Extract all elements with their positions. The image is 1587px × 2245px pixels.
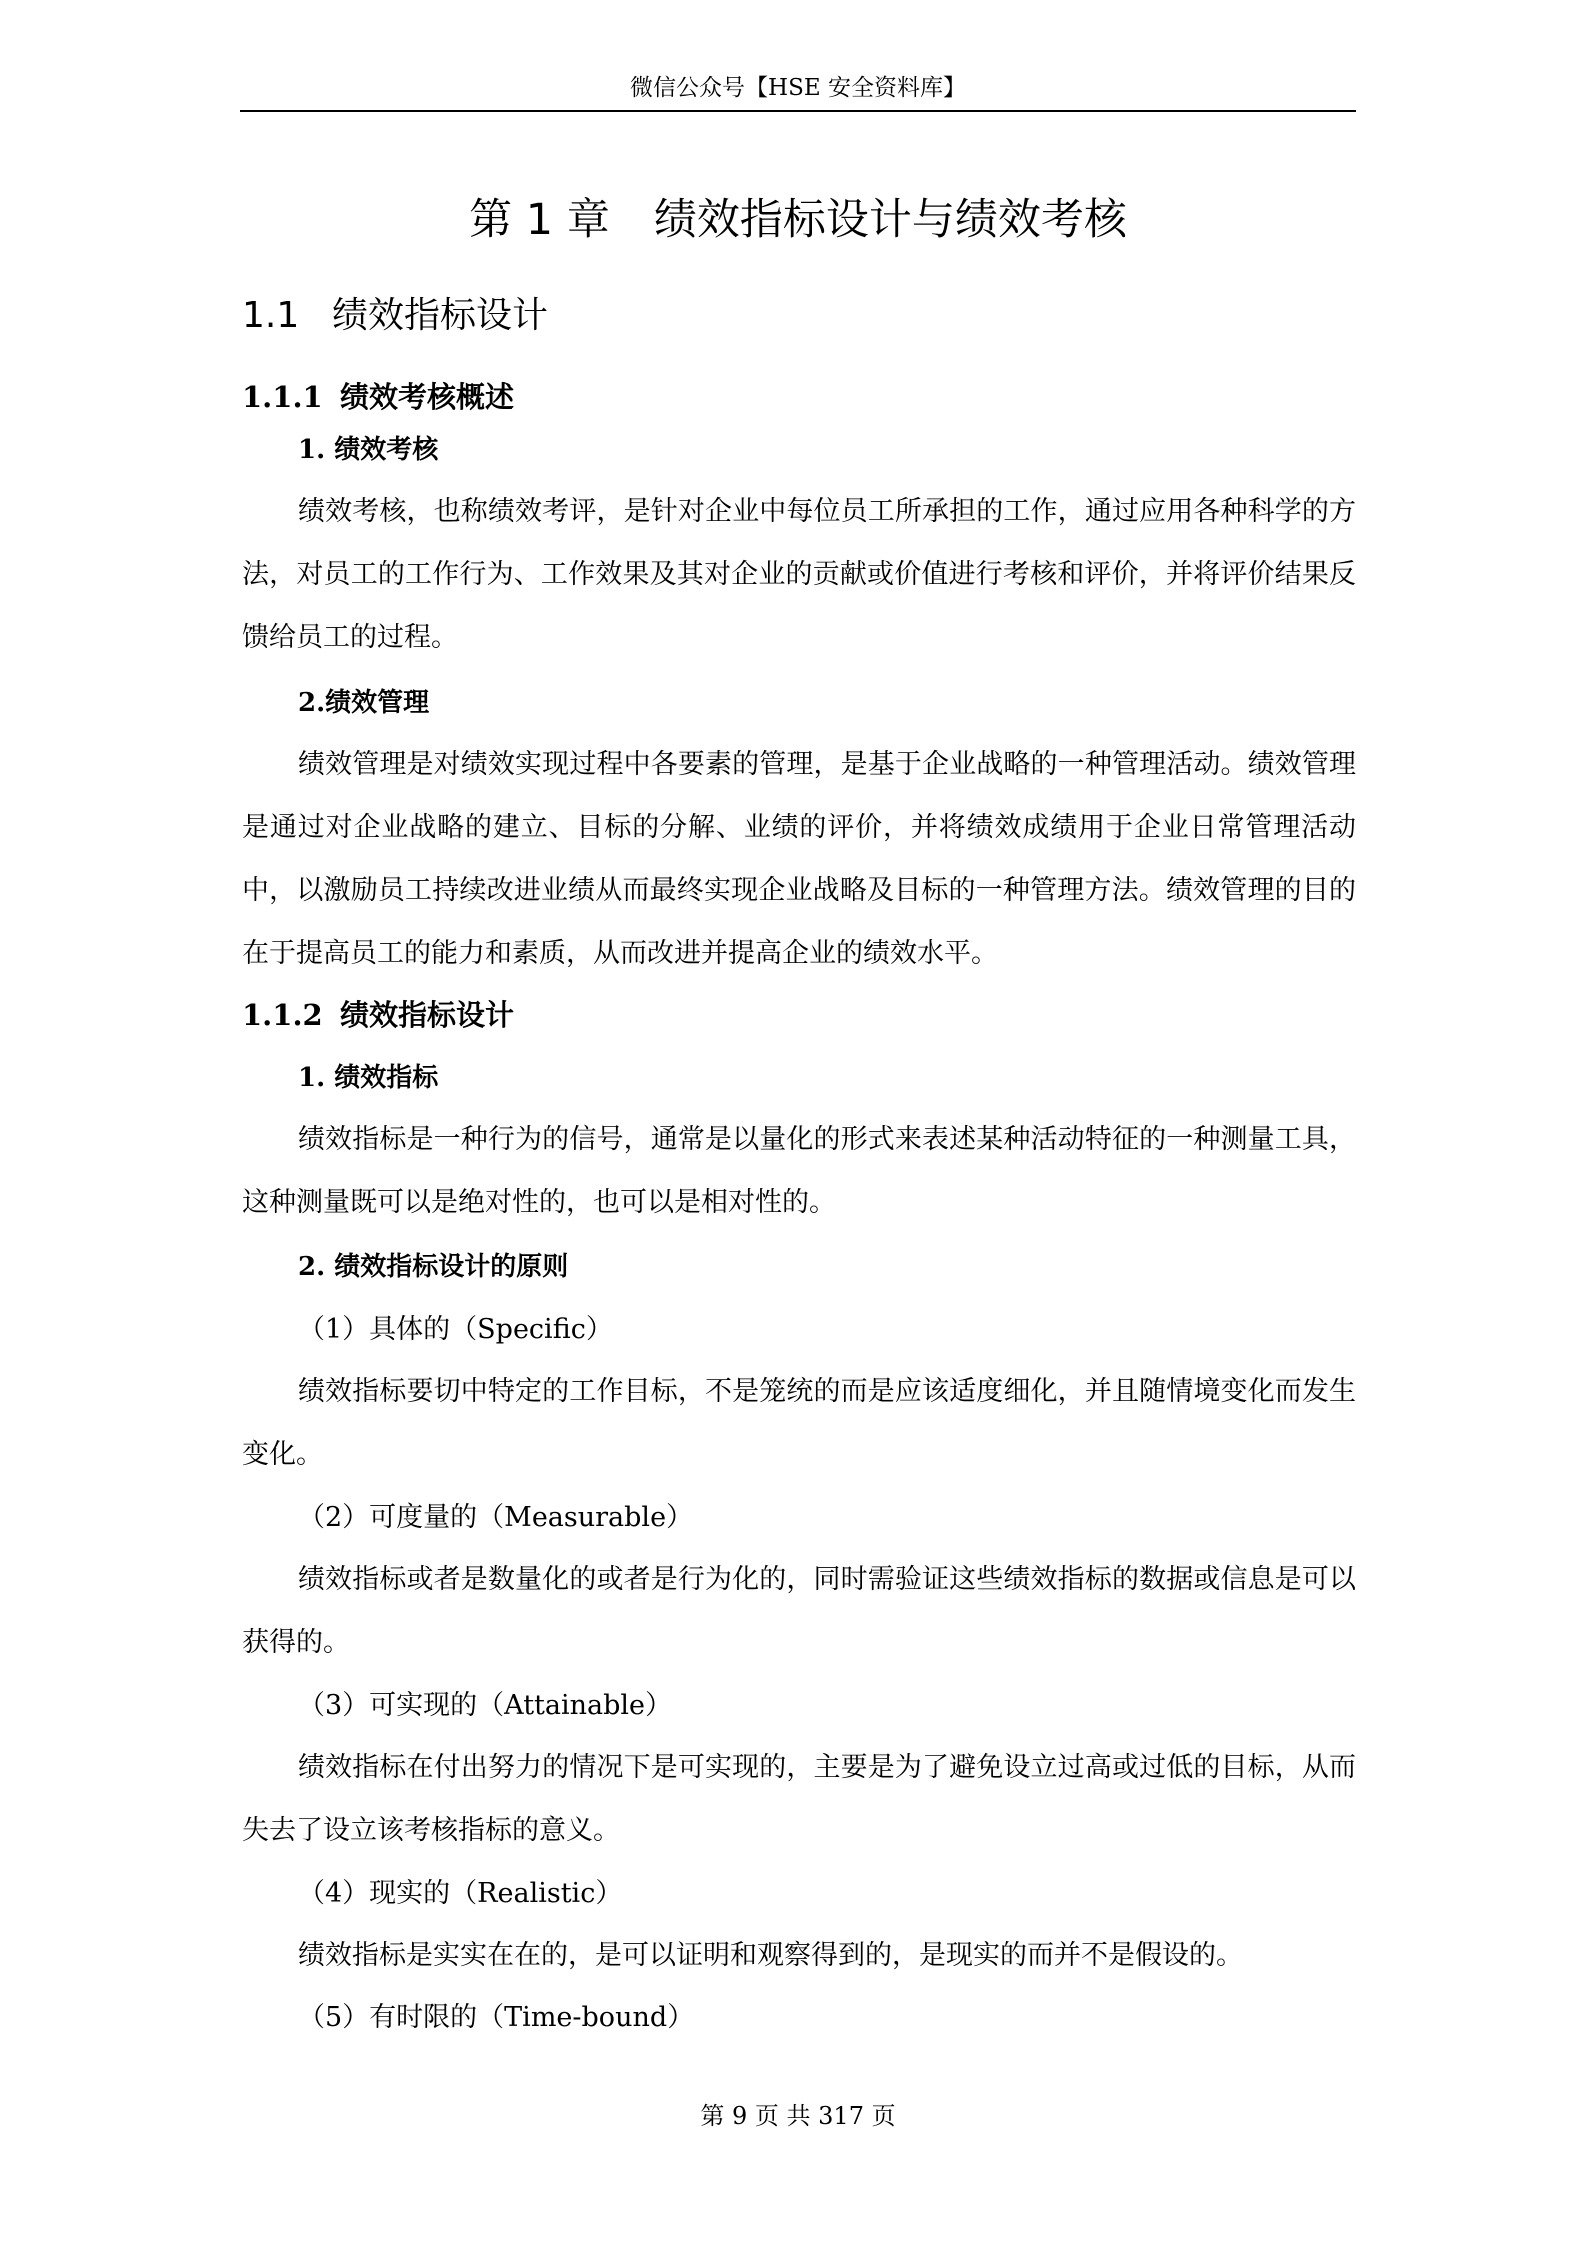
subsection-number: 1.1.1: [242, 380, 323, 414]
subsection-heading-1-1-2: [242, 993, 514, 1037]
subsection-number: 1.1.2: [242, 998, 323, 1032]
page-header: 微信公众号【HSE 安全资料库】: [630, 75, 966, 101]
principle-label: （3）可实现的（Attainable）: [298, 1690, 673, 1721]
principle-text: 绩效指标是实实在在的，是可以证明和观察得到的，是现实的而并不是假设的。: [298, 1940, 1243, 1971]
chapter-name: 绩效指标设计与绩效考核: [653, 195, 1127, 245]
paragraph-performance-management: 绩效管理是对绩效实现过程中各要素的管理，是基于企业战略的一种管理活动。绩效管理是通过对企业战略的建立、目标的分解、业绩的评价，并将绩效成绩用于企业日常管理活动中，以激励员工持续改进业绩从而最终实现企业战略及目标的一种管理方法。绩效管理的目的在于提高员工的能力和素质，从而改进并提高企业的绩效水平。: [242, 749, 1356, 969]
principle-text: 绩效指标要切中特定的工作目标，不是笼统的而是应该适度细化，并且随情境变化而发生变化。: [242, 1376, 1356, 1470]
subsection-heading-1-1-1: [242, 375, 514, 419]
item-heading-performance-indicator: 1. 绩效指标: [298, 1063, 439, 1093]
principle-label: （4）现实的（Realistic）: [298, 1878, 623, 1909]
section-number: 1.1: [242, 295, 300, 336]
section-heading: [242, 290, 548, 342]
principle-label: （5）有时限的（Time-bound）: [298, 2002, 695, 2033]
subsection-title: 绩效考核概述: [340, 380, 515, 414]
item-heading-performance-management: 2.绩效管理: [298, 688, 430, 718]
chapter-number: 第 1 章: [469, 195, 610, 245]
subsection-title: 绩效指标设计: [340, 998, 515, 1032]
principle-label: （1）具体的（Specific）: [298, 1314, 613, 1345]
principle-text: 绩效指标在付出努力的情况下是可实现的，主要是为了避免设立过高或过低的目标，从而失去了设立该考核指标的意义。: [242, 1752, 1356, 1846]
chapter-title: [240, 190, 1356, 250]
section-title: 绩效指标设计: [332, 295, 549, 336]
header-rule: [240, 110, 1356, 112]
page-footer: 第 9 页 共 317 页: [700, 2102, 896, 2130]
paragraph-performance-indicator: 绩效指标是一种行为的信号，通常是以量化的形式来表述某种活动特征的一种测量工具，这种测量既可以是绝对性的，也可以是相对性的。: [242, 1124, 1356, 1218]
paragraph-performance-appraisal: 绩效考核，也称绩效考评，是针对企业中每位员工所承担的工作，通过应用各种科学的方法，对员工的工作行为、工作效果及其对企业的贡献或价值进行考核和评价，并将评价结果反馈给员工的过程。: [242, 496, 1356, 653]
principle-label: （2）可度量的（Measurable）: [298, 1502, 694, 1533]
principle-text: 绩效指标或者是数量化的或者是行为化的，同时需验证这些绩效指标的数据或信息是可以获得的。: [242, 1564, 1356, 1658]
item-heading-performance-appraisal: 1. 绩效考核: [298, 435, 439, 465]
item-heading-design-principles: 2. 绩效指标设计的原则: [298, 1252, 569, 1282]
